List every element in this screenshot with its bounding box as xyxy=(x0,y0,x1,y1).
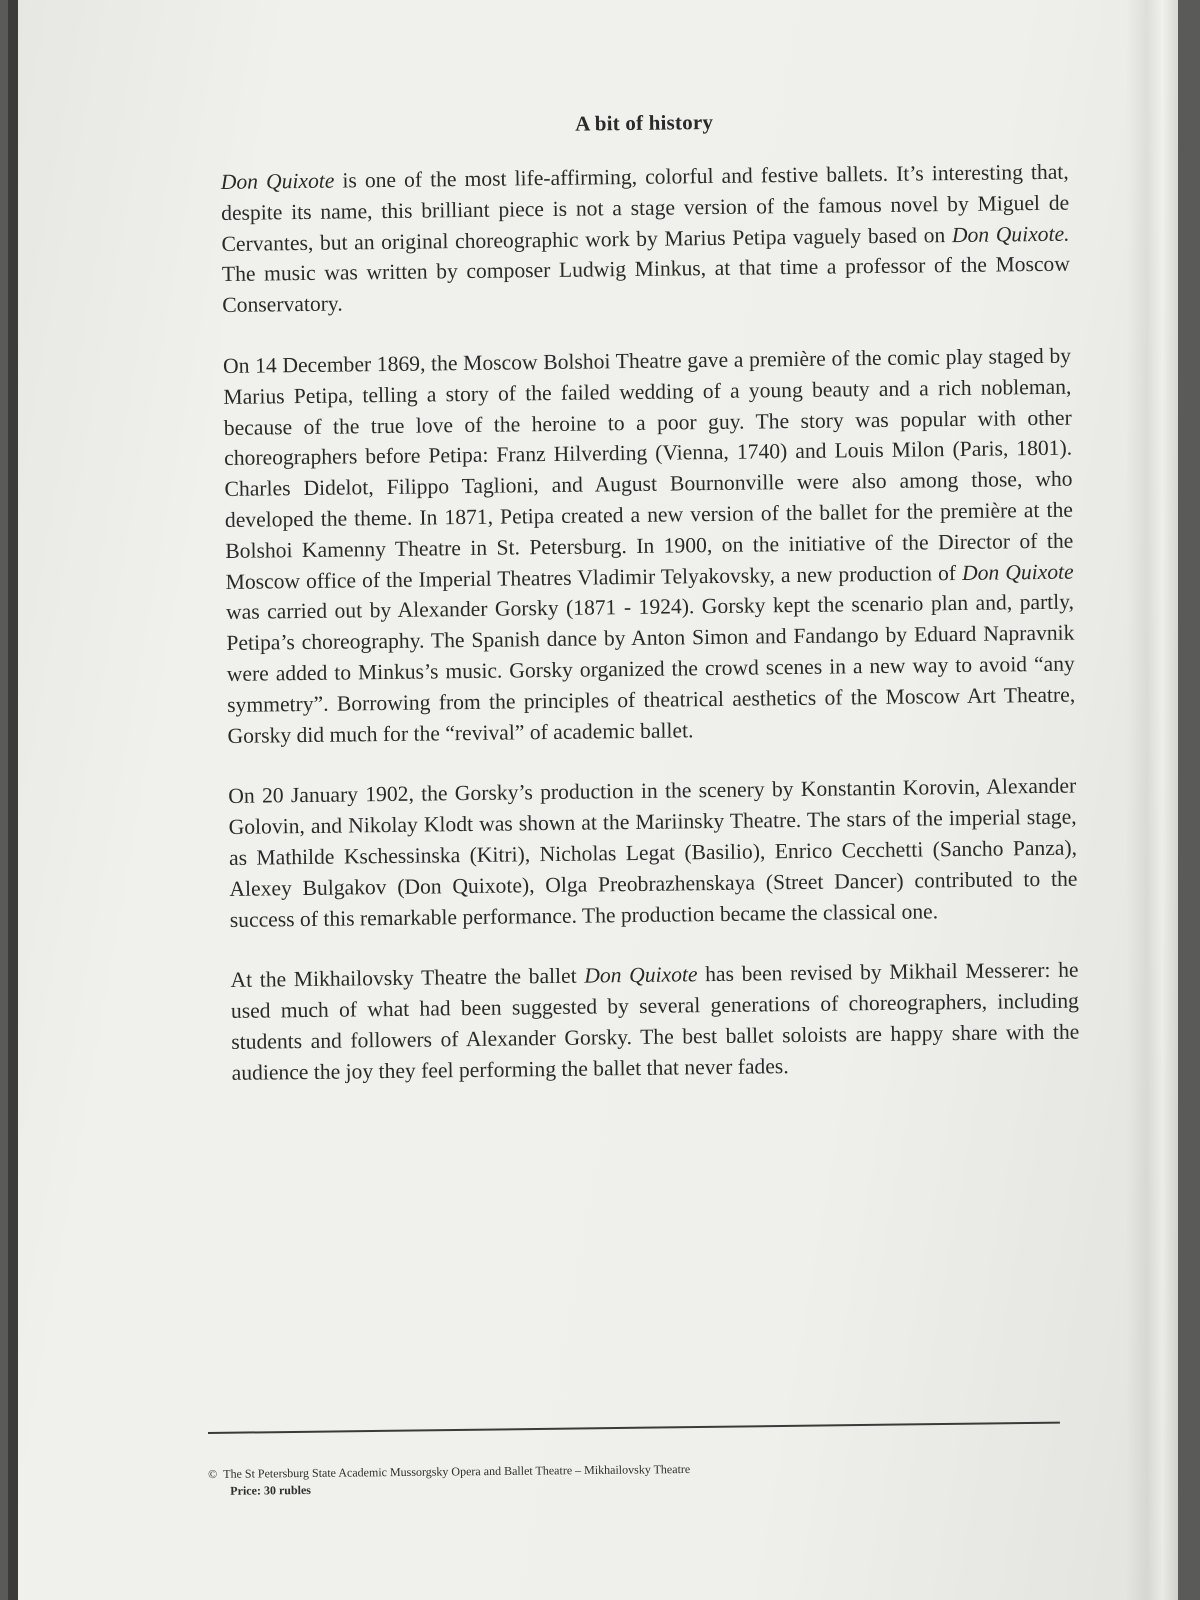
page-edge-shadow xyxy=(8,0,18,1600)
paragraph-list xyxy=(221,157,1080,1089)
italic-title-run: Don Quixote xyxy=(220,168,335,194)
price-label: Price: 30 rubles xyxy=(230,1482,311,1498)
paragraph xyxy=(230,955,1079,1089)
text-run: On 14 December 1869, the Moscow Bolshoi Theatre gave a première of the comic play staged by Marius Petipa, telling a story of the failed wedding of a young beauty and a rich nobleman, because of the true love of the heroine to a poor guy. The story was popular with other choreographers before Petipa: Franz Hilverding (Vienna, 1740) and Louis Milon (Paris, 1801). Charles Didelot, Filippo Taglioni, and August Bournonville were also among those, who developed the theme. In 1871, Petipa created a new version of the ballet for the première at the Bolshoi Kamenny Theatre in St. Petersburg. In 1900, on the initiative of the Director of the Moscow office of the Imperial Theatres Vladimir Telyakovsky, a new production of xyxy=(222,343,1074,594)
footer xyxy=(208,1461,690,1500)
text-run: was carried out by Alexander Gorsky (1871 - 1924). Gorsky kept the scenario plan and, partly, Petipa’s choreography. The Spanish dance by Anton Simon and Fandango by Eduard Napravnik were added to Minkus’s music. Gorsky organized the crowd scenes in a new way to avoid “any symmetry”. Borrowing from the principles of theatrical aesthetics of the Moscow Art Theatre, Gorsky did much for the “revival” of academic ballet. xyxy=(225,589,1076,748)
text-run: is one of the most life-affirming, colorful and festive ballets. It’s interesting that, despite its name, this brilliant piece is not a stage version of the famous novel by Miguel de Cervantes, but an original choreographic work by Marius Petipa vaguely based on xyxy=(221,159,1070,256)
copyright-icon: © xyxy=(208,1466,218,1481)
page-fold xyxy=(1126,0,1178,1600)
footer-divider xyxy=(208,1422,1060,1434)
italic-title-run: Don Quixote xyxy=(961,559,1074,585)
page-title: A bit of history xyxy=(574,109,714,136)
article xyxy=(220,106,1080,1119)
text-run: has been revised by Mikhail Messerer: he used much of what had been suggested by several generations of choreographers, including students and followers of Alexander Gorsky. The best ballet soloists are happy share with the audience the joy they feel performing the ballet that never fades. xyxy=(230,957,1080,1085)
paragraph xyxy=(228,771,1078,935)
text-run: The music was written by composer Ludwig Minkus, at that time a professor of the Moscow Conservatory. xyxy=(221,252,1071,318)
text-run: On 20 January 1902, the Gorsky’s production in the scenery by Konstantin Korovin, Alexander Golovin, and Nikolay Klodt was shown at the Mariinsky Theatre. The stars of the imperial stage, as Mathilde Kschessinska (Kitri), Nicholas Legat (Basilio), Enrico Cecchetti (Sancho Panza), Alexey Bulgakov (Don Quixote), Olga Preobrazhenskaya (Street Dancer) contributed to the success of this remarkable performance. The production became the classical one. xyxy=(228,773,1078,932)
publisher-name: The St Petersburg State Academic Mussorgsky Opera and Ballet Theatre – Mikhailovsky Theatre xyxy=(223,1461,691,1481)
text-run: At the Mikhailovsky Theatre the ballet xyxy=(230,963,585,993)
paragraph xyxy=(221,157,1071,321)
italic-title-run: Don Quixote. xyxy=(951,221,1070,247)
italic-title-run: Don Quixote xyxy=(584,962,698,988)
booklet-page xyxy=(8,0,1178,1600)
paragraph xyxy=(223,341,1076,752)
